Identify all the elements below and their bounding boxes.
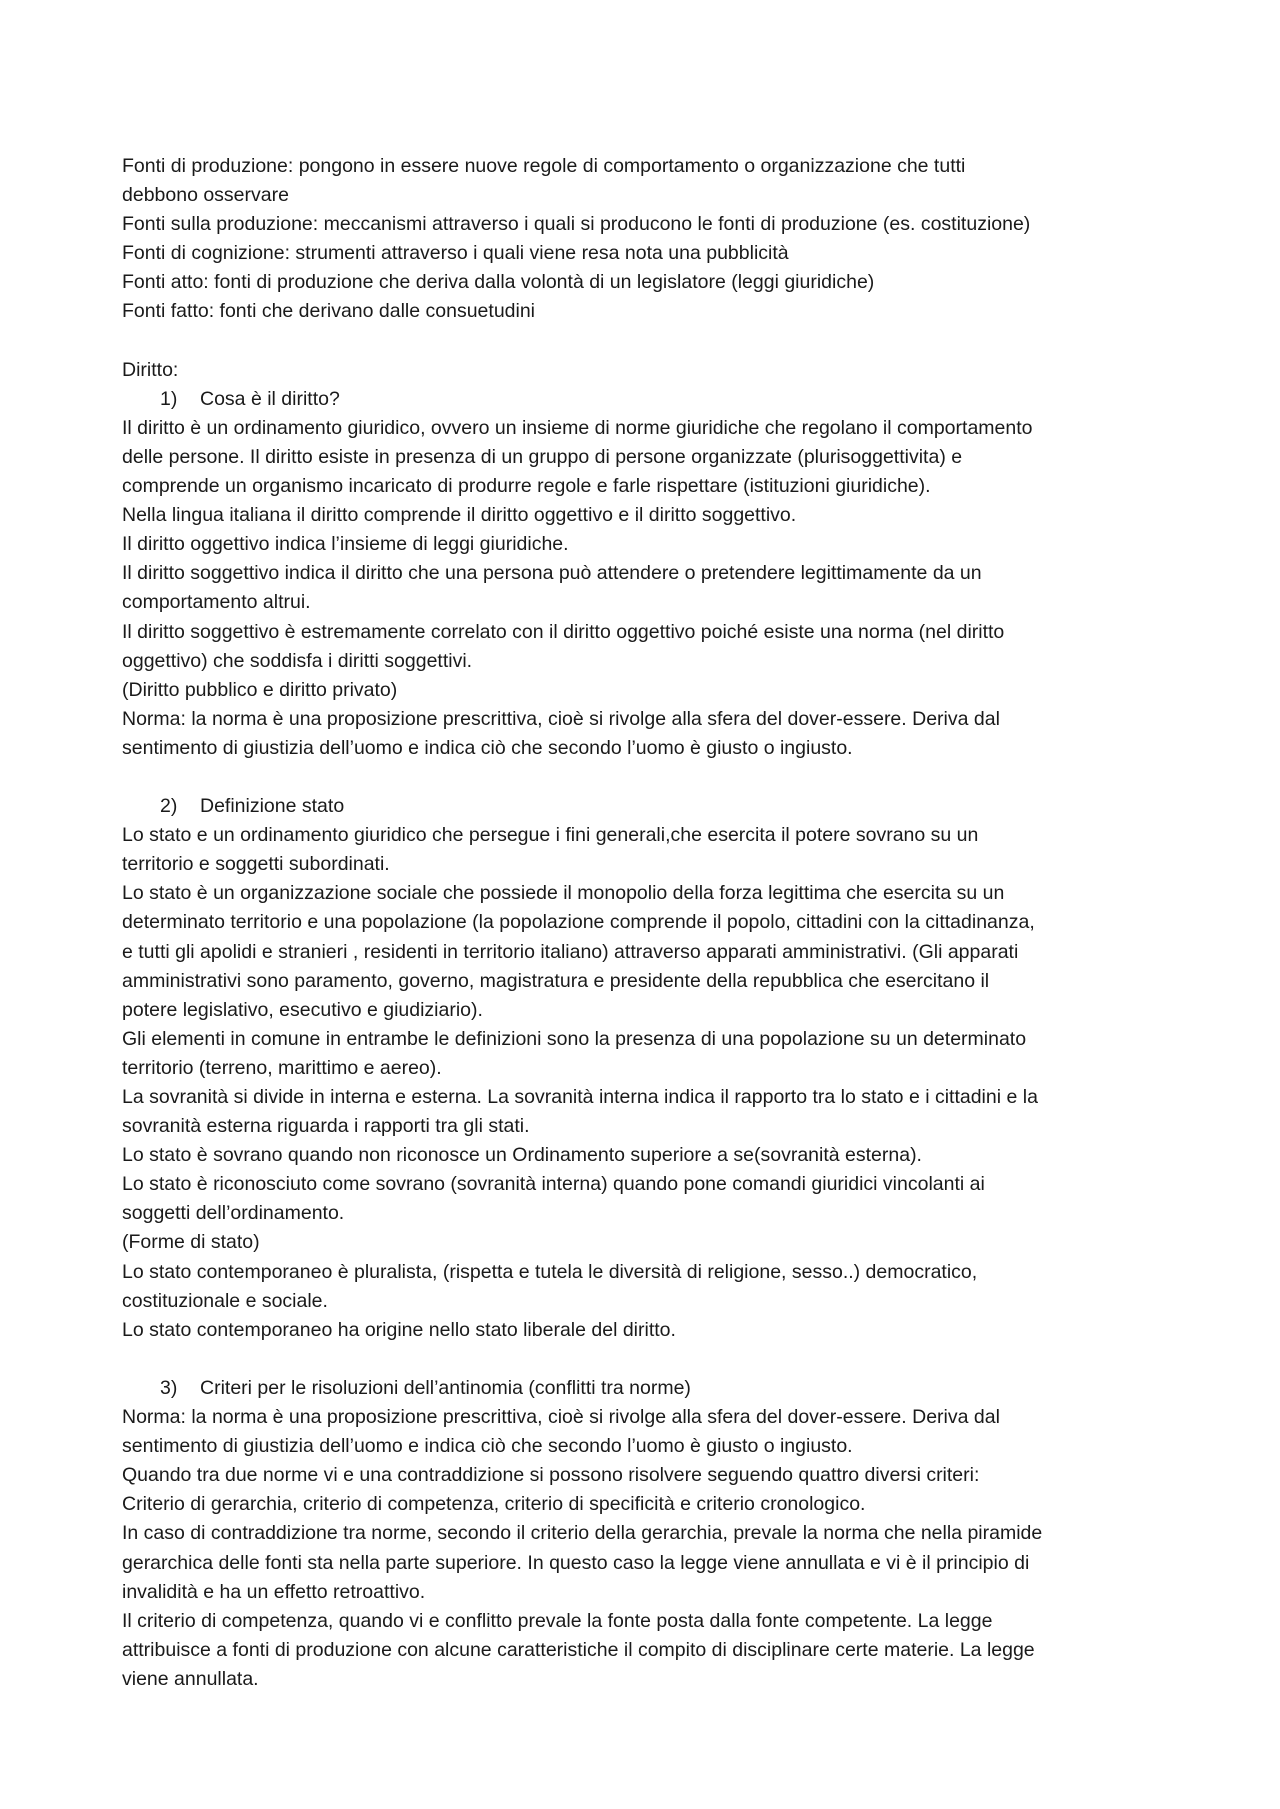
text-line: comprende un organismo incaricato di produrre regole e farle rispettare (istituzioni giuridiche).	[122, 475, 931, 498]
text-line: Nella lingua italiana il diritto comprende il diritto oggettivo e il diritto soggettivo.	[122, 504, 797, 527]
text-line: delle persone. Il diritto esiste in presenza di un gruppo di persone organizzate (plurisoggettivita) e	[122, 445, 963, 468]
text-line: sentimento di giustizia dell’uomo e indica ciò che secondo l’uomo è giusto o ingiusto.	[122, 736, 853, 759]
text-line: amministrativi sono paramento, governo, magistratura e presidente della repubblica che esercitano il	[122, 969, 990, 992]
text-line: determinato territorio e una popolazione (la popolazione comprende il popolo, cittadini con la cittadinanza,	[122, 911, 1035, 934]
text-line: Fonti atto: fonti di produzione che deriva dalla volontà di un legislatore (leggi giuridiche)	[122, 271, 875, 294]
section-heading	[122, 1374, 1182, 1403]
section-heading-text: Definizione stato	[200, 795, 345, 818]
text-line: Il criterio di competenza, quando vi e conflitto prevale la fonte posta dalla fonte competente. La legge	[122, 1609, 993, 1632]
text-line: Lo stato contemporaneo è pluralista, (rispetta e tutela le diversità di religione, sesso..) democratico,	[122, 1260, 978, 1283]
section-number: 3)	[160, 1376, 178, 1399]
text-line: debbono osservare	[122, 184, 289, 207]
text-line: Norma: la norma è una proposizione prescrittiva, cioè si rivolge alla sfera del dover-essere. Deriva dal	[122, 707, 1000, 730]
text-line: territorio e soggetti subordinati.	[122, 853, 390, 876]
section-title: Diritto:	[122, 358, 179, 381]
spacer	[122, 1345, 1182, 1374]
text-line: Fonti di produzione: pongono in essere nuove regole di comportamento o organizzazione che tutti	[122, 155, 966, 177]
section-heading	[122, 385, 1182, 414]
text-line: sentimento di giustizia dell’uomo e indica ciò che secondo l’uomo è giusto o ingiusto.	[122, 1435, 853, 1458]
document-body	[122, 152, 1182, 1694]
text-line: Fonti sulla produzione: meccanismi attraverso i quali si producono le fonti di produzione (es. costituzione)	[122, 213, 1031, 236]
text-line: sovranità esterna riguarda i rapporti tra gli stati.	[122, 1115, 530, 1138]
text-line: Lo stato e un ordinamento giuridico che persegue i fini generali,che esercita il potere sovrano su un	[122, 824, 979, 847]
text-line: In caso di contraddizione tra norme, secondo il criterio della gerarchia, prevale la norma che nella piramide	[122, 1522, 1043, 1545]
text-line: Criterio di gerarchia, criterio di competenza, criterio di specificità e criterio cronologico.	[122, 1493, 866, 1516]
text-line: costituzionale e sociale.	[122, 1289, 328, 1312]
section-number: 1)	[160, 387, 178, 410]
section-heading-text: Criteri per le risoluzioni dell’antinomia (conflitti tra norme)	[200, 1376, 691, 1399]
text-line: Lo stato contemporaneo ha origine nello stato liberale del diritto.	[122, 1318, 676, 1341]
section-number: 2)	[160, 795, 178, 818]
text-line: Il diritto soggettivo indica il diritto che una persona può attendere o pretendere legittimamente da un	[122, 562, 982, 585]
text-line: Lo stato è un organizzazione sociale che possiede il monopolio della forza legittima che esercita su un	[122, 882, 1005, 905]
text-line: Norma: la norma è una proposizione prescrittiva, cioè si rivolge alla sfera del dover-essere. Deriva dal	[122, 1406, 1000, 1429]
text-line: Il diritto soggettivo è estremamente correlato con il diritto oggettivo poiché esiste una norma (nel diritto	[122, 620, 1005, 643]
text-line: viene annullata.	[122, 1667, 259, 1690]
text-line: attribuisce a fonti di produzione con alcune caratteristiche il compito di disciplinare certe materie. La legge	[122, 1638, 1035, 1661]
text-line: (Forme di stato)	[122, 1231, 260, 1254]
text-line: comportamento altrui.	[122, 591, 311, 614]
text-line: La sovranità si divide in interna e esterna. La sovranità interna indica il rapporto tra lo stato e i cittadini e la	[122, 1086, 1038, 1108]
spacer	[122, 327, 1182, 356]
text-line: Lo stato è sovrano quando non riconosce un Ordinamento superiore a se(sovranità esterna).	[122, 1144, 922, 1167]
text-line: potere legislativo, esecutivo e giudiziario).	[122, 998, 483, 1021]
text-line: Il diritto è un ordinamento giuridico, ovvero un insieme di norme giuridiche che regolano il comportamento	[122, 416, 1033, 439]
text-line: soggetti dell’ordinamento.	[122, 1202, 345, 1225]
text-line: territorio (terreno, marittimo e aereo).	[122, 1056, 442, 1079]
spacer	[122, 763, 1182, 792]
text-line: gerarchica delle fonti sta nella parte superiore. In questo caso la legge viene annullata e vi è il principio di	[122, 1551, 1030, 1574]
text-line: Quando tra due norme vi e una contraddizione si possono risolvere seguendo quattro diversi criteri:	[122, 1464, 980, 1487]
text-line: (Diritto pubblico e diritto privato)	[122, 678, 398, 701]
text-line: invalidità e ha un effetto retroattivo.	[122, 1580, 426, 1603]
section-heading	[122, 792, 1182, 821]
text-line: Fonti fatto: fonti che derivano dalle consuetudini	[122, 300, 536, 323]
text-line: Il diritto oggettivo indica l’insieme di leggi giuridiche.	[122, 533, 569, 556]
text-line: Lo stato è riconosciuto come sovrano (sovranità interna) quando pone comandi giuridici vincolanti ai	[122, 1173, 985, 1196]
text-line: Fonti di cognizione: strumenti attraverso i quali viene resa nota una pubblicità	[122, 242, 789, 265]
text-line: e tutti gli apolidi e stranieri , residenti in territorio italiano) attraverso apparati amministrativi. (Gli apparati	[122, 940, 1019, 963]
text-line: Gli elementi in comune in entrambe le definizioni sono la presenza di una popolazione su un determinato	[122, 1027, 1027, 1050]
section-heading-text: Cosa è il diritto?	[200, 387, 340, 410]
text-line: oggettivo) che soddisfa i diritti soggettivi.	[122, 649, 473, 672]
